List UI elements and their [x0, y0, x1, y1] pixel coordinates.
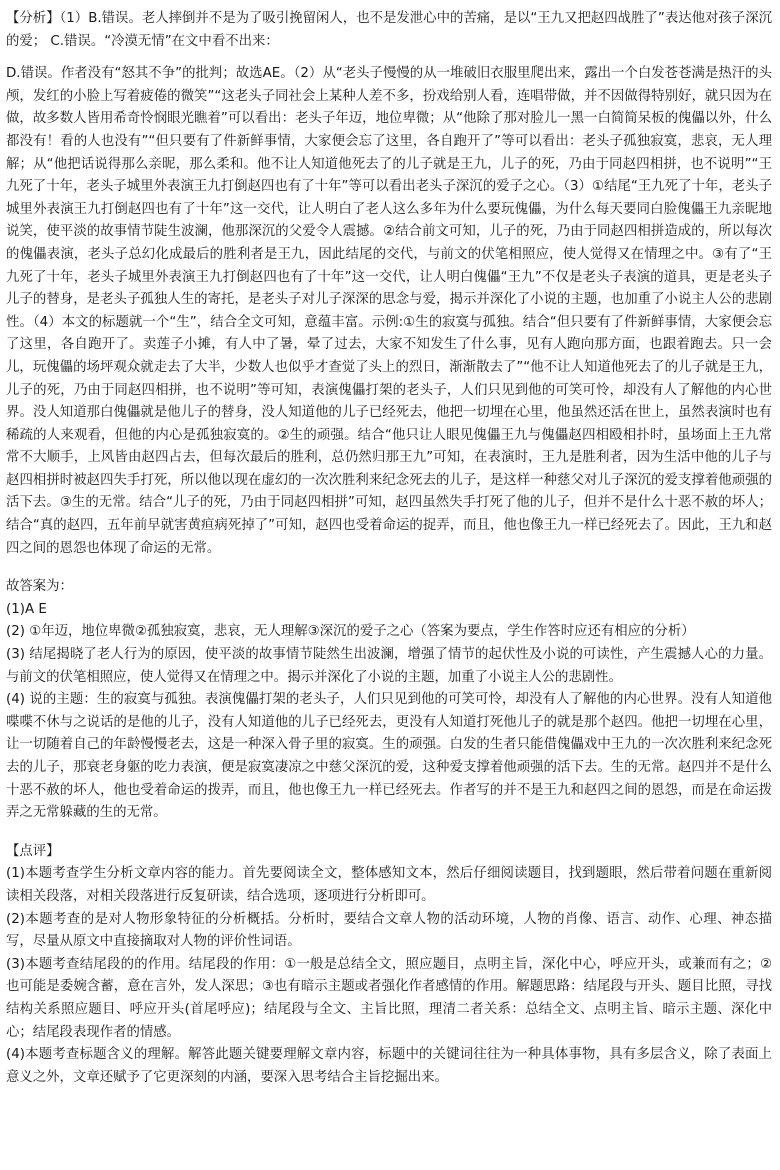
analysis-paragraph-2: D.错误。作者没有“怒其不争”的批判；故选AE。（2）从“老头子慢慢的从一堆破旧衣服里爬出来，露出一个白发苍苍满是热汗的头颅，发红的小脸上写着疲倦的微笑”“这老头子同社会上某种人差不多，扮戏给别人看，连唱带做，并不因做得特别好，就只因为在做，故多数人皆用希奇怜悯眼光瞧着”可以看出：老头子年迈，地位卑微；从“他除了那对脸儿一黑一白简简呆板的傀儡以外，什么都没有！看的人也没有”“但只要有了件新鲜事情，大家便会忘了这里，各自跑开了”等可以看出：老头子孤独寂寞，悲哀，无人理解；从“他把话说得那么亲昵，那么柔和。他不让人知道他死去了的儿子就是王九，儿子的死，乃由于同赵四相拼，也不说明”“王九死了十年，老头子城里外表演王九打倒赵四也有了十年”等可以看出老头子深沉的爱子之心。（3）①结尾“王九死了十年，老头子城里外表演王九打倒赵四也有了十年”这一交代，让人明白了老人这么多年为什么要玩傀儡，为什么每天要同白脸傀儡王九亲昵地说笑，使平淡的故事情节陡生波澜，他那深沉的父爱令人震撼。②结合前文可知，儿子的死，乃由于同赵四相拼造成的，所以每次的傀儡表演，老头子总幻化成最后的胜利者是王九，因此结尾的交代，与前文的伏笔相照应，使人觉得又在情理之中。③有了“王九死了十年，老头子城里外表演王九打倒赵四也有了十年”这一交代，让人明白傀儡“王九”不仅是老头子表演的道具，更是老头子儿子的替身，是老头子孤独人生的寄托，是老头子对儿子深深的思念与爱，揭示并深化了小说的主题，也加重了小说主人公的悲剧性。（4）本文的标题就一个“生”，结合全文可知，意蕴丰富。示例:①生的寂寞与孤独。结合“但只要有了件新鲜事情，大家便会忘了这里，各自跑开了。卖莲子小摊，有人中了暑，晕了过去，大家不知发生了什么事，见有人跑向那方面，也跟着跑去。只一会儿，玩傀儡的场坪观众就走去了大半，少数人也似乎才查觉了头上的烈日，渐渐散去了”“他不让人知道他死去了的儿子就是王九，儿子的死，乃由于同赵四相拼，也不说明”等可知，表演傀儡打架的老头子，人们只见到他的可笑可怜，却没有人了解他的内心世界。没人知道那白傀儡就是他儿子的替身，没人知道他的儿子已经死去，他把一切埋在心里，他虽然还活在世上，虽然表演时也有稀疏的人来观看，但他的内心是孤独寂寞的。②生的顽强。结合“他只让人眼见傀儡王九与傀儡赵四相殴相扑时，虽场面上王九常常不大顺手，上风皆由赵四占去，但每次最后的胜利，总仍然归那王九”可知，在表演时，王九是胜利者，因为生活中他的儿子与赵四相拼时被赵四失手打死，所以他以现在虚幻的一次次胜利来纪念死去的儿子，是这样一种慈父对儿子深沉的爱支撑着他顽强的活下去。③生的无常。结合“儿子的死，乃由于同赵四相拼”可知，赵四虽然失手打死了他的儿子，但并不是什么十恶不赦的坏人；结合“真的赵四，五年前早就害黄疸病死掉了”可知，赵四也受着命运的捉弄，而且，他也像王九一样已经死去了。因此，王九和赵四之间的恩怨也体现了命运的无常。 [6, 66, 772, 556]
comment-4: (4)本题考查标题含义的理解。解答此题关键要理解文章内容，标题中的关键词往往为一种具体事物，具有多层含义，除了表面上意义之外，文章还赋予了它更深刻的内涵，要深入思考结合主旨挖掘出来。 [6, 1047, 772, 1085]
analysis-paragraph-1: 【分析】（1）B.错误。老人摔倒并不是为了吸引挽留闲人，也不是发泄心中的苦痛，是以“王九又把赵四战胜了”表达他对孩子深沉的爱； C.错误。“冷漠无情”在文中看不出来： [6, 11, 772, 49]
answer-2: (2) ①年迈，地位卑微②孤独寂寞，悲哀，无人理解③深沉的爱子之心（答案为要点，学生作答时应还有相应的分析） [6, 624, 695, 640]
answer-3: (3) 结尾揭晓了老人行为的原因，使平淡的故事情节陡然生出波澜，增强了情节的起伏性及小说的可读性，产生震撼人心的力量。与前文的伏笔相照应，使人觉得又在情理之中。揭示并深化了小说的主题，加重了小说主人公的悲剧性。 [6, 647, 772, 685]
answer-1: (1)A E [6, 601, 47, 617]
spacer [6, 53, 772, 63]
comment-1: (1)本题考查学生分析文章内容的能力。首先要阅读全文，整体感知文本，然后仔细阅读题目，找到题眼，然后带着问题在重新阅读相关段落，对相关段落进行反复研读，结合选项，逐项进行分析即可。 [6, 866, 772, 904]
comment-heading: 【点评】 [6, 843, 60, 859]
comment-2: (2)本题考查的是对人物形象特征的分析概括。分析时，要结合文章人物的活动环境，人物的肖像、语言、动作、心理、神态描写，尽量从原文中直接摘取对人物的评价性词语。 [6, 911, 772, 950]
spacer [6, 825, 772, 841]
answers-heading: 故答案为： [6, 579, 73, 595]
spacer [6, 560, 772, 576]
comment-3: (3)本题考查结尾段的的作用。结尾段的作用：①一般是总结全文，照应题目，点明主旨，深化中心，呼应开头，或兼而有之；②也可能是委婉含蓄，意在言外，发人深思；③也有暗示主题或者强化作者感情的作用。解题思路：结尾段与开头、题目比照，寻找结构关系照应题目、呼应开头(首尾呼应)；结尾段与全文、主旨比照，理清二者关系：总结全文、点明主旨、暗示主题、深化中心；结尾段表现作者的情感。 [6, 956, 772, 1040]
answer-4: (4) 说的主题：生的寂寞与孤独。表演傀儡打架的老头子，人们只见到他的可笑可怜，却没有人了解他的内心世界。没有人知道他喋喋不休与之说话的是他的儿子，没有人知道他的儿子已经死去，更没有人知道打死他儿子的就是那个赵四。他把一切埋在心里，让一切随着自己的年龄慢慢老去，这是一种深入骨子里的寂寞。生的顽强。白发的生者只能借傀儡戏中王九的一次次胜利来纪念死去的儿子，那衰老身躯的吃力表演，便是寂寞凄凉之中慈父深沉的爱，这种爱支撑着他顽强的活下去。生的无常。赵四并不是什么十恶不赦的坏人，他也受着命运的拨弄，而且，他也像王九一样已经死去。作者写的并不是王九和赵四之间的恩怨，而是在命运拨弄之无常躲藏的生的无常。 [6, 692, 772, 821]
